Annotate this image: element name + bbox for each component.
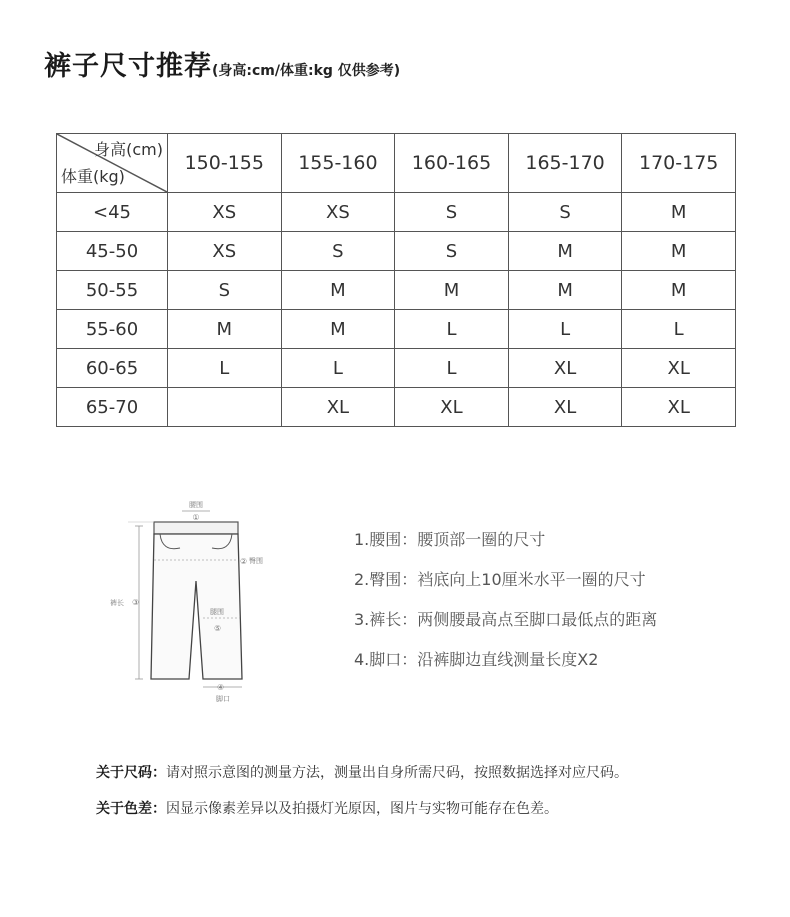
length-marker: ③ bbox=[132, 598, 140, 607]
height-range-header: 155-160 bbox=[281, 134, 395, 193]
weight-cell: 60-65 bbox=[57, 349, 168, 388]
hem-label: 脚口 bbox=[216, 695, 230, 703]
table-row bbox=[57, 271, 736, 310]
notes-section bbox=[96, 762, 628, 834]
size-cell: S bbox=[508, 193, 622, 232]
size-cell: XL bbox=[508, 349, 622, 388]
size-cell: M bbox=[622, 193, 736, 232]
hip-label: 臀围 bbox=[249, 557, 263, 565]
size-cell: S bbox=[168, 271, 282, 310]
pants-measurement-diagram bbox=[110, 496, 280, 706]
table-row bbox=[57, 388, 736, 427]
size-cell: S bbox=[281, 232, 395, 271]
weight-cell: <45 bbox=[57, 193, 168, 232]
size-cell: M bbox=[168, 310, 282, 349]
weight-cell: 65-70 bbox=[57, 388, 168, 427]
legend-item: 1.腰围：腰顶部一圈的尺寸 bbox=[354, 530, 546, 549]
corner-weight-label: 体重(kg) bbox=[61, 167, 125, 186]
measurement-legend bbox=[354, 528, 657, 688]
size-cell: XL bbox=[281, 388, 395, 427]
size-cell: S bbox=[395, 193, 509, 232]
note-color bbox=[96, 798, 628, 818]
weight-cell: 55-60 bbox=[57, 310, 168, 349]
size-cell: XL bbox=[508, 388, 622, 427]
size-cell: L bbox=[168, 349, 282, 388]
weight-cell: 50-55 bbox=[57, 271, 168, 310]
height-range-header: 160-165 bbox=[395, 134, 509, 193]
size-cell: L bbox=[395, 349, 509, 388]
hip-marker: ② bbox=[240, 557, 248, 566]
note-color-text: 因显示像素差异以及拍摄灯光原因，图片与实物可能存在色差。 bbox=[166, 801, 558, 817]
size-cell: XS bbox=[168, 232, 282, 271]
size-cell: M bbox=[508, 271, 622, 310]
hem-marker: ④ bbox=[217, 683, 225, 692]
size-cell: XS bbox=[168, 193, 282, 232]
pants-outline bbox=[151, 534, 242, 679]
waist-marker: ① bbox=[192, 513, 200, 522]
corner-cell bbox=[57, 134, 168, 193]
length-label: 裤长 bbox=[110, 599, 124, 607]
size-cell bbox=[168, 388, 282, 427]
size-cell: M bbox=[281, 310, 395, 349]
page-title bbox=[44, 44, 400, 83]
waistband bbox=[154, 522, 238, 534]
note-size bbox=[96, 762, 628, 782]
size-cell: XL bbox=[395, 388, 509, 427]
height-range-header: 170-175 bbox=[622, 134, 736, 193]
size-cell: L bbox=[395, 310, 509, 349]
size-cell: L bbox=[508, 310, 622, 349]
height-range-header: 165-170 bbox=[508, 134, 622, 193]
legend-item: 3.裤长：两侧腰最高点至脚口最低点的距离 bbox=[354, 610, 658, 629]
legend-item: 4.脚口：沿裤脚边直线测量长度X2 bbox=[354, 650, 599, 669]
title-main: 裤子尺寸推荐 bbox=[44, 51, 212, 82]
legend-item: 2.臀围：裆底向上10厘米水平一圈的尺寸 bbox=[354, 570, 646, 589]
note-size-text: 请对照示意图的测量方法，测量出自身所需尺码，按照数据选择对应尺码。 bbox=[166, 765, 628, 781]
table-row bbox=[57, 349, 736, 388]
table-header-row bbox=[57, 134, 736, 193]
table-row bbox=[57, 193, 736, 232]
size-cell: M bbox=[281, 271, 395, 310]
size-cell: XL bbox=[622, 388, 736, 427]
note-size-label: 关于尺码： bbox=[96, 765, 166, 781]
size-cell: M bbox=[622, 271, 736, 310]
table-row bbox=[57, 310, 736, 349]
title-sub: (身高:cm/体重:kg 仅供参考) bbox=[212, 63, 401, 79]
size-cell: M bbox=[622, 232, 736, 271]
size-cell: S bbox=[395, 232, 509, 271]
corner-height-label: 身高(cm) bbox=[94, 140, 163, 159]
size-cell: M bbox=[395, 271, 509, 310]
table-row bbox=[57, 232, 736, 271]
thigh-label: 腿围 bbox=[210, 608, 224, 616]
size-cell: XS bbox=[281, 193, 395, 232]
size-cell: M bbox=[508, 232, 622, 271]
weight-cell: 45-50 bbox=[57, 232, 168, 271]
thigh-marker: ⑤ bbox=[214, 624, 222, 633]
waist-label: 腰围 bbox=[189, 501, 203, 509]
size-cell: XL bbox=[622, 349, 736, 388]
size-cell: L bbox=[622, 310, 736, 349]
height-range-header: 150-155 bbox=[168, 134, 282, 193]
size-chart-table bbox=[56, 133, 736, 427]
size-cell: L bbox=[281, 349, 395, 388]
note-color-label: 关于色差： bbox=[96, 801, 166, 817]
